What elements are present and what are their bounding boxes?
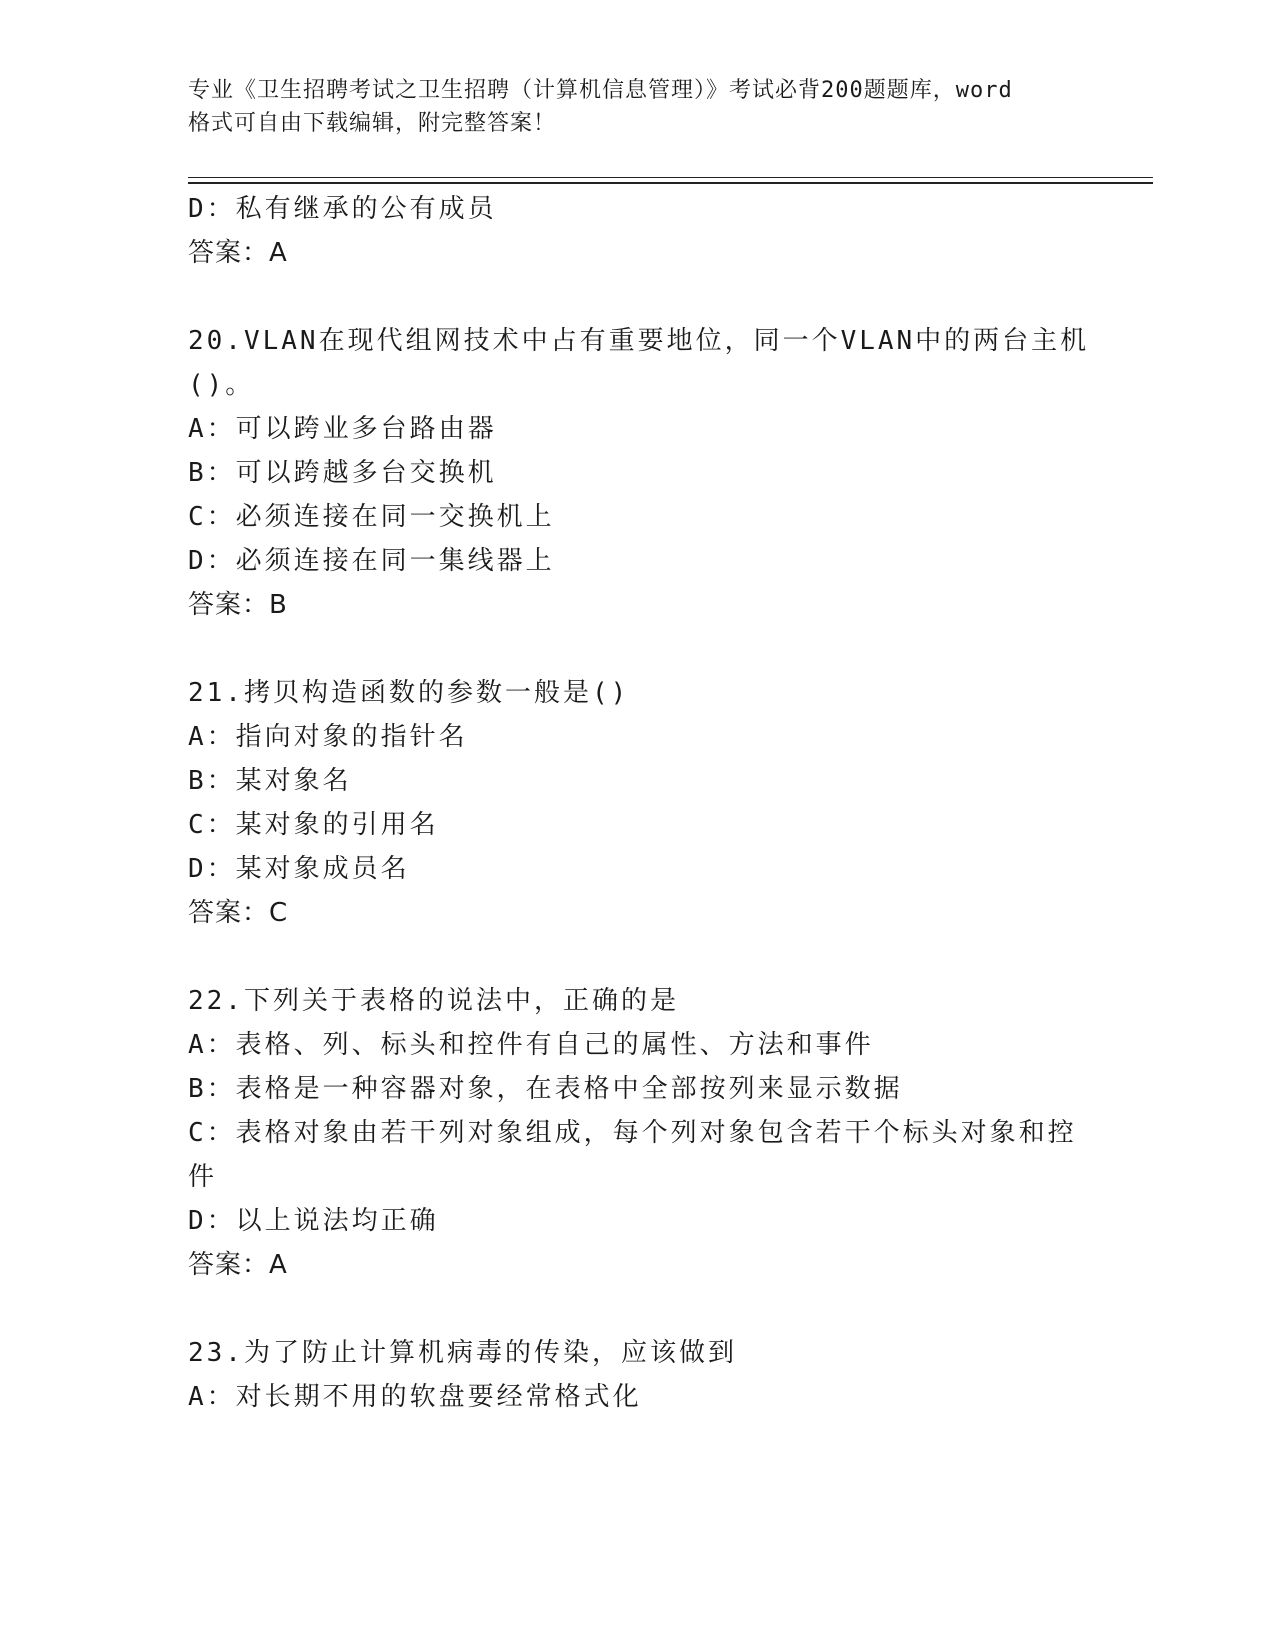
q20-answer: 答案：B: [188, 590, 288, 620]
header-divider-bottom: [188, 182, 1153, 184]
q20-option-b: B：可以跨越多台交换机: [188, 458, 497, 488]
q19-option-d: D：私有继承的公有成员: [188, 194, 497, 224]
q20-option-d: D：必须连接在同一集线器上: [188, 546, 555, 576]
q22-option-d: D：以上说法均正确: [188, 1206, 439, 1236]
q21-option-d: D：某对象成员名: [188, 854, 410, 884]
header-divider-top: [188, 177, 1153, 178]
header-line-2: 格式可自由下载编辑，附完整答案！: [188, 111, 557, 136]
q22-option-c: C：表格对象由若干列对象组成，每个列对象包含若干个标头对象和控: [188, 1118, 1077, 1148]
q20-stem-line-1: 20.VLAN在现代组网技术中占有重要地位，同一个VLAN中的两台主机: [188, 326, 1090, 356]
q21-answer: 答案：C: [188, 898, 289, 928]
q22-stem: 22.下列关于表格的说法中，正确的是: [188, 986, 679, 1016]
q22-option-a: A：表格、列、标头和控件有自己的属性、方法和事件: [188, 1030, 874, 1060]
q20-option-c: C：必须连接在同一交换机上: [188, 502, 555, 532]
q20-option-a: A：可以跨业多台路由器: [188, 414, 497, 444]
q21-option-c: C：某对象的引用名: [188, 810, 439, 840]
q21-option-a: A：指向对象的指针名: [188, 722, 468, 752]
q22-option-b: B：表格是一种容器对象，在表格中全部按列来显示数据: [188, 1074, 903, 1104]
q19-answer: 答案：A: [188, 238, 288, 268]
q23-option-a: A：对长期不用的软盘要经常格式化: [188, 1382, 642, 1412]
document-header: [188, 74, 1088, 140]
q23-stem: 23.为了防止计算机病毒的传染，应该做到: [188, 1338, 737, 1368]
q20-stem-line-2: ()。: [188, 370, 255, 400]
q22-answer: 答案：A: [188, 1250, 288, 1280]
q21-stem: 21.拷贝构造函数的参数一般是(): [188, 678, 630, 708]
q21-option-b: B：某对象名: [188, 766, 352, 796]
header-line-1: 专业《卫生招聘考试之卫生招聘（计算机信息管理）》考试必背200题题库，word: [188, 78, 1013, 103]
q22-option-c-continued: 件: [188, 1162, 218, 1192]
